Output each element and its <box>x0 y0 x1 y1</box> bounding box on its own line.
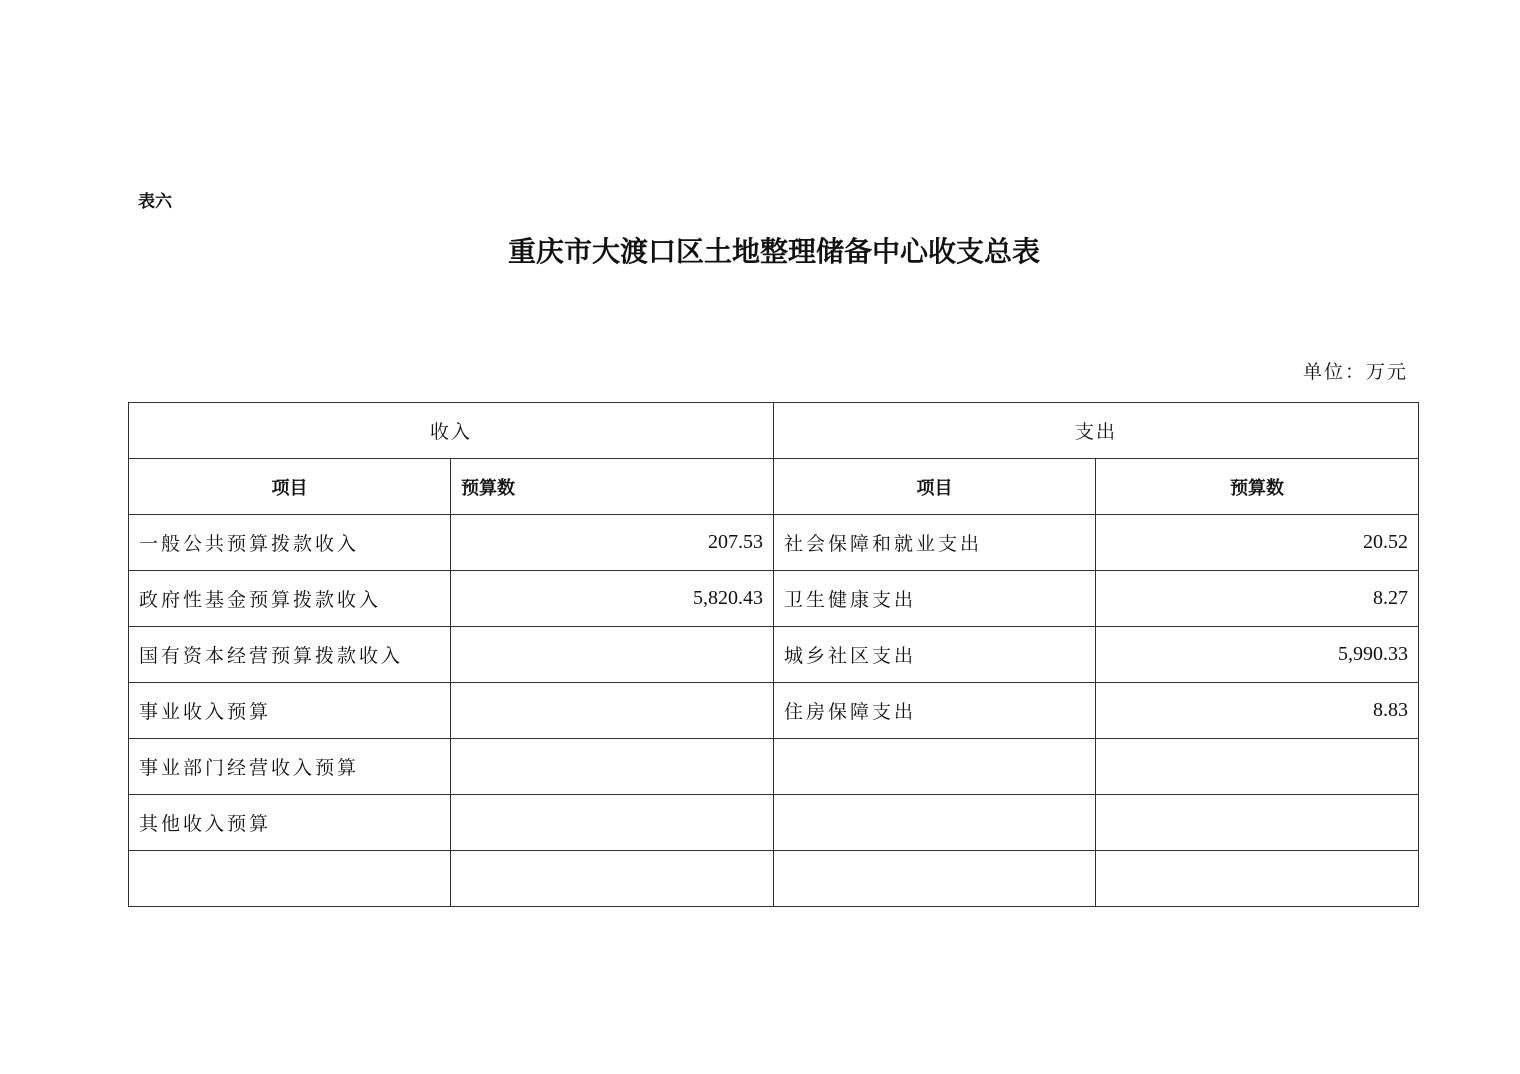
expense-budget-cell: 20.52 <box>1096 515 1419 571</box>
expense-budget-cell <box>1096 795 1419 851</box>
expense-budget-cell <box>1096 739 1419 795</box>
table-row <box>129 739 1419 795</box>
income-budget-cell <box>451 683 774 739</box>
table-row <box>129 627 1419 683</box>
income-item-cell: 一般公共预算拨款收入 <box>129 515 451 571</box>
income-budget-cell: 207.53 <box>451 515 774 571</box>
income-budget-cell: 5,820.43 <box>451 571 774 627</box>
table-row <box>129 515 1419 571</box>
income-budget-cell <box>451 795 774 851</box>
expense-budget-cell <box>1096 851 1419 907</box>
expense-item-cell: 住房保障支出 <box>774 683 1096 739</box>
income-item-cell <box>129 851 451 907</box>
income-item-cell: 事业收入预算 <box>129 683 451 739</box>
table-row <box>129 851 1419 907</box>
expense-item-cell <box>774 795 1096 851</box>
income-item-cell: 事业部门经营收入预算 <box>129 739 451 795</box>
income-budget-cell <box>451 627 774 683</box>
expense-section-header: 支出 <box>774 403 1419 459</box>
table-number: 表六 <box>138 192 172 212</box>
expense-item-cell <box>774 851 1096 907</box>
expense-budget-cell: 5,990.33 <box>1096 627 1419 683</box>
income-item-header: 项目 <box>129 459 451 515</box>
expense-item-cell: 卫生健康支出 <box>774 571 1096 627</box>
income-item-cell: 其他收入预算 <box>129 795 451 851</box>
document-title: 重庆市大渡口区土地整理储备中心收支总表 <box>507 235 1040 268</box>
expense-budget-cell: 8.83 <box>1096 683 1419 739</box>
expense-item-cell: 城乡社区支出 <box>774 627 1096 683</box>
unit-label: 单位：万元 <box>1302 361 1408 383</box>
expense-item-cell: 社会保障和就业支出 <box>774 515 1096 571</box>
expense-budget-cell: 8.27 <box>1096 571 1419 627</box>
table-row <box>129 571 1419 627</box>
expense-item-cell <box>774 739 1096 795</box>
income-expense-table <box>128 402 1419 907</box>
income-budget-cell <box>451 851 774 907</box>
column-header-row <box>129 459 1419 515</box>
income-budget-cell <box>451 739 774 795</box>
table-row <box>129 795 1419 851</box>
expense-budget-header: 预算数 <box>1096 459 1419 515</box>
income-item-cell: 国有资本经营预算拨款收入 <box>129 627 451 683</box>
expense-item-header: 项目 <box>774 459 1096 515</box>
income-budget-header: 预算数 <box>451 459 774 515</box>
table-row <box>129 683 1419 739</box>
section-header-row <box>129 403 1419 459</box>
income-item-cell: 政府性基金预算拨款收入 <box>129 571 451 627</box>
income-section-header: 收入 <box>129 403 774 459</box>
